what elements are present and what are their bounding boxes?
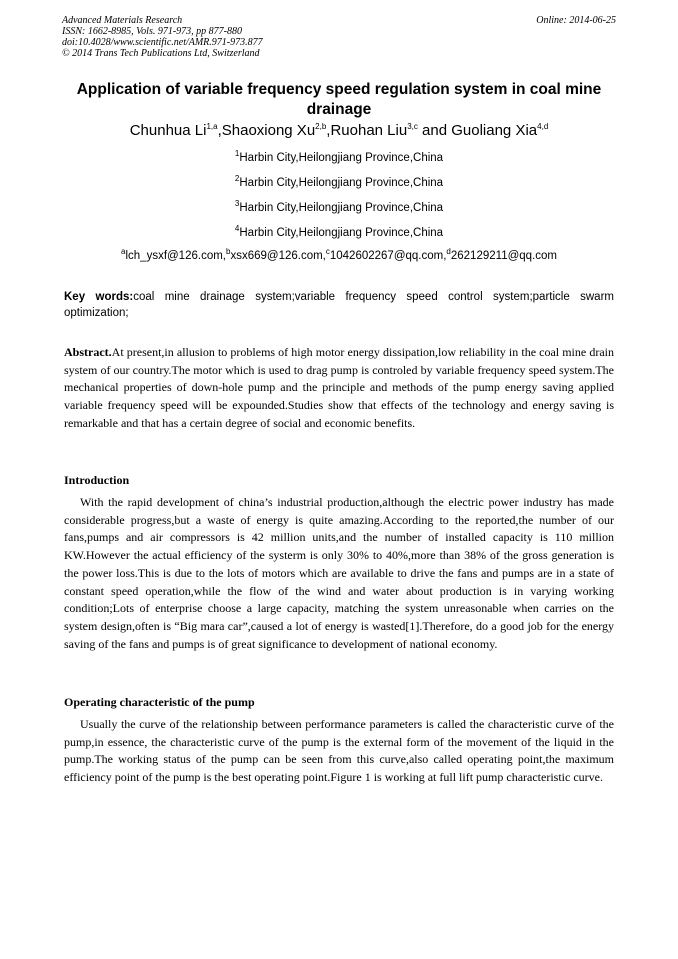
author-affil-sup: 1,a [206, 122, 218, 131]
author-separator: , [326, 122, 331, 139]
journal-doi: doi:10.4028/www.scientific.net/AMR.971-973.877 [62, 37, 263, 48]
affiliation-3 [64, 201, 614, 215]
keywords [64, 289, 614, 321]
email-sup: b [226, 247, 231, 257]
author-name: Ruohan Liu [330, 122, 408, 139]
online-date: Online: 2014-06-25 [536, 15, 616, 26]
affiliation-text: Harbin City,Heilongjiang Province,China [239, 227, 444, 239]
journal-issn: ISSN: 1662-8985, Vols. 971-973, pp 877-880 [62, 26, 242, 37]
section-heading-introduction: Introduction [64, 473, 130, 487]
abstract [64, 344, 614, 433]
author-name: Shaoxiong Xu [221, 122, 316, 139]
abstract-label: Abstract. [64, 345, 112, 359]
author-list [64, 121, 614, 141]
operating-characteristic-paragraph: Usually the curve of the relationship between performance parameters is called the characteristic curve of the pump,in essence, the characteristic curve of the pump is the external form of the movement of the liquid in the pump.The working status of the pump can be seen from this curve,also called operating point,the maximum efficiency point of the pump is the best operating point.Figure 1 is working at full lift pump characteristic curve. [64, 717, 614, 785]
affiliation-1 [64, 151, 614, 165]
affiliation-text: Harbin City,Heilongjiang Province,China [239, 202, 444, 214]
email-link[interactable]: xsx669@126.com, [230, 250, 326, 262]
paper-title: Application of variable frequency speed regulation system in coal mine drainage [76, 81, 602, 118]
introduction-paragraph: With the rapid development of china’s industrial production,although the electric power industry has made considerable progress,but a waste of energy is quite amazing.According to the reported,the number of our fans,pumps and air compressors is 42 million units,and the number of installed capacity is 110 million KW.However the actual efficiency of the systerm is only 30% to 40%,more than 38% of the gross generation is the power loss.This is due to the lots of motors which are available to drive the fans and pumps are in a state of constant speed operation,while the flow of the wind and water about production is in varying working condition;Lots of enterprise choose a large capacity, matching the system unreasonable when carries on the system design,often is “Big mara car”,caused a lot of energy is wasted[1].Therefore, do a good job for the energy saving of the fans and pumps is of great significance to development of national economy. [64, 495, 614, 651]
keywords-label: Key words: [64, 291, 134, 303]
journal-copyright: © 2014 Trans Tech Publications Ltd, Switzerland [62, 48, 260, 59]
abstract-text: At present,in allusion to problems of high motor energy dissipation,low reliability in the coal mine drain system of our country.The motor which is used to drag pump is controled by variable frequency speed system.The mechanical properties of down-hole pump and the principle and methods of the pump energy saving applied variable frequency speed will be expounded.Studies show that effects of the technology and energy saving is remarkable and that has a certain degree of social and economic benefits. [64, 345, 614, 430]
email-sup: d [446, 247, 451, 257]
keywords-text: coal mine drainage system;variable frequency speed control system;particle swarm optimization; [64, 291, 614, 319]
author-affil-sup: 3,c [407, 122, 418, 131]
section-heading-operating-characteristic: Operating characteristic of the pump [64, 695, 255, 709]
email-link[interactable]: 1042602267@qq.com, [329, 250, 447, 262]
email-link[interactable]: 262129211@qq.com [450, 250, 557, 262]
journal-name: Advanced Materials Research [62, 15, 183, 26]
affiliation-2 [64, 176, 614, 190]
author-affil-sup: 4,d [537, 122, 549, 131]
author-affil-sup: 2,b [315, 122, 327, 131]
author-emails [64, 249, 614, 263]
email-sup: a [121, 247, 126, 257]
author-name: Chunhua Li [129, 122, 207, 139]
affiliation-text: Harbin City,Heilongjiang Province,China [239, 152, 444, 164]
author-name: Guoliang Xia [451, 122, 538, 139]
author-separator: and [417, 122, 452, 139]
affiliation-4 [64, 226, 614, 240]
affiliation-sup: 2 [234, 174, 240, 184]
email-link[interactable]: lch_ysxf@126.com, [125, 250, 226, 262]
affiliation-sup: 3 [234, 199, 240, 209]
affiliation-sup: 1 [234, 149, 240, 159]
email-sup: c [325, 247, 330, 257]
journal-header [62, 15, 616, 59]
author-separator: , [217, 122, 222, 139]
affiliation-text: Harbin City,Heilongjiang Province,China [239, 177, 444, 189]
affiliation-sup: 4 [234, 224, 240, 234]
